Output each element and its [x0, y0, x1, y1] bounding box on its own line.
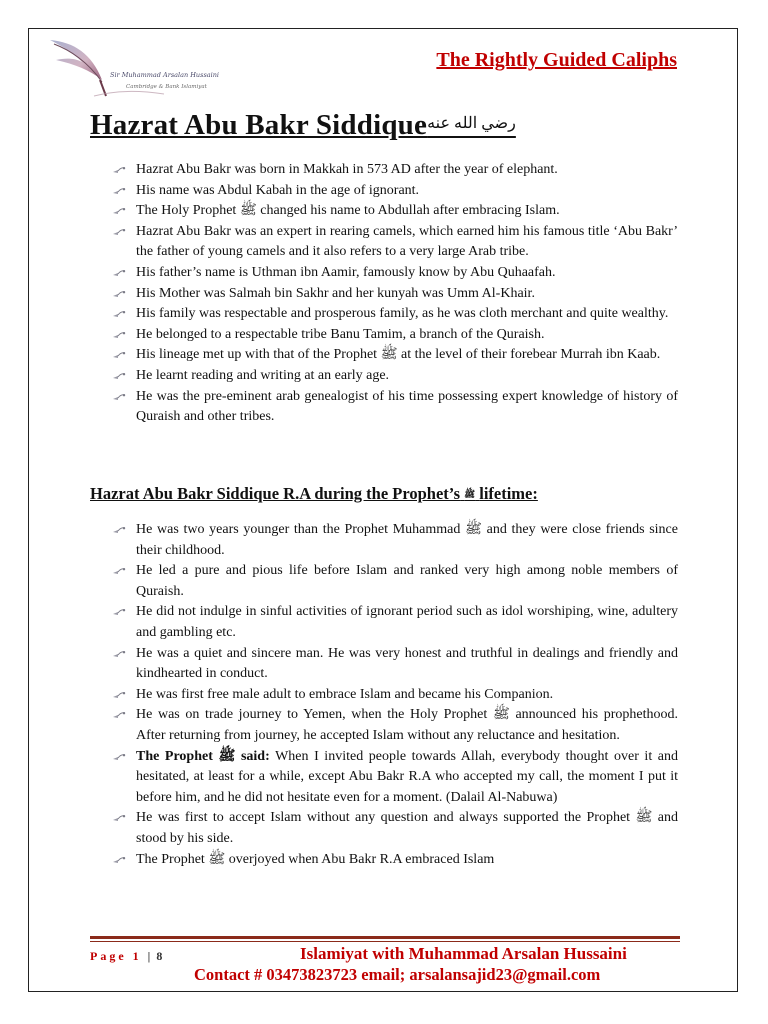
biography-list [112, 160, 678, 428]
arrow-bullet-icon [112, 187, 126, 196]
arrow-bullet-icon [112, 166, 126, 175]
bio-item-text: He was the pre-eminent arab genealogist of his time possessing expert knowledge of history of Quraish and other tribes. [136, 388, 678, 425]
arrow-bullet-icon [112, 207, 126, 216]
bio-item [112, 345, 678, 366]
honorific-glyph: رضي الله عنه [427, 115, 516, 132]
arrow-bullet-icon [112, 814, 126, 823]
bio-item-text: Hazrat Abu Bakr was born in Makkah in 573 AD after the year of elephant. [136, 162, 558, 177]
section-title-suffix: lifetime: [479, 484, 538, 503]
lifetime-item-text: He led a pure and pious life before Islam and ranked very high among noble members of Quraish. [136, 563, 678, 599]
quote-attribution: The Prophet ﷺ said: [136, 748, 270, 764]
lifetime-item [112, 561, 678, 602]
logo [44, 36, 220, 104]
lifetime-item [112, 705, 678, 746]
arrow-bullet-icon [112, 650, 126, 659]
arrow-bullet-icon [112, 691, 126, 700]
lifetime-item-text: The Prophet ﷺ overjoyed when Abu Bakr R.A embraced Islam [136, 851, 495, 867]
section-title [90, 484, 538, 504]
footer-line-1: Islamiyat with Muhammad Arsalan Hussaini [300, 944, 627, 963]
section-title-text: Hazrat Abu Bakr Siddique R.A during the Prophet’s [90, 484, 461, 503]
page-label: Page [90, 949, 127, 963]
lifetime-item [112, 850, 678, 871]
header-title: The Rightly Guided Caliphs [436, 49, 677, 71]
bio-item-text: His name was Abdul Kabah in the age of ignorant. [136, 182, 420, 198]
bio-item-text: The Holy Prophet ﷺ changed his name to Abdullah after embracing Islam. [136, 203, 560, 219]
bio-item [112, 222, 678, 263]
lifetime-item [112, 808, 678, 849]
bio-item [112, 387, 678, 428]
lifetime-item-text: He was two years younger than the Prophet Muhammad ﷺ and they were close friends since their childhood. [136, 522, 678, 558]
lifetime-item [112, 520, 678, 561]
bio-item-text: His lineage met up with that of the Prophet ﷺ at the level of their forebear Murrah ibn Kaab. [136, 347, 661, 363]
bio-item [112, 160, 678, 181]
page-current: 1 [132, 949, 142, 963]
page-total: 8 [156, 949, 163, 963]
lifetime-item [112, 685, 678, 706]
bio-item-text: Hazrat Abu Bakr was an expert in rearing camels, which earned him his famous title ‘Abu Bakr’ the father of young camels and it also refers to a very large Arab tribe. [136, 223, 678, 260]
arrow-bullet-icon [112, 310, 126, 319]
footer-contact: Contact # 03473823723 email; arsalansajid23@gmail.com [194, 965, 601, 984]
bio-item [112, 284, 678, 305]
arrow-bullet-icon [112, 856, 126, 865]
bio-item-text: He learnt reading and writing at an early age. [136, 367, 390, 383]
lifetime-item [112, 747, 678, 809]
bio-item [112, 263, 678, 284]
bio-item-text: His father’s name is Uthman ibn Aamir, famously know by Abu Quhaafah. [136, 264, 556, 280]
arrow-bullet-icon [112, 290, 126, 299]
arrow-bullet-icon [112, 331, 126, 340]
arrow-bullet-icon [112, 269, 126, 278]
lifetime-item [112, 644, 678, 685]
bio-item-text: His family was respectable and prosperous family, as he was cloth merchant and quite wealthy. [136, 306, 669, 322]
arrow-bullet-icon [112, 526, 126, 535]
svg-text:Sir Muhammad Arsalan Hussaini: Sir Muhammad Arsalan Hussaini [110, 71, 220, 79]
bio-item [112, 201, 678, 222]
lifetime-item-text: He was on trade journey to Yemen, when the Holy Prophet ﷺ announced his prophethood. After returning from journey, he accepted Islam without any reluctance and hesitation. [136, 707, 679, 743]
arrow-bullet-icon [112, 228, 126, 237]
page-separator: | [147, 949, 151, 963]
arrow-bullet-icon [112, 372, 126, 381]
lifetime-item-text: He was first free male adult to embrace Islam and became his Companion. [136, 686, 554, 702]
bio-item [112, 304, 678, 325]
lifetime-item-text: He did not indulge in sinful activities of ignorant period such as idol worshiping, wine, adultery and gambling etc. [136, 604, 678, 640]
bio-item [112, 181, 678, 202]
footer-rule [90, 936, 680, 939]
arrow-bullet-icon [112, 393, 126, 402]
arrow-bullet-icon [112, 753, 126, 762]
arrow-bullet-icon [112, 711, 126, 720]
lifetime-list [112, 520, 678, 870]
honorific-glyph: ﷺ [464, 489, 476, 499]
page-title [90, 109, 516, 142]
bio-item-text: His Mother was Salmah bin Sakhr and her kunyah was Umm Al-Khair. [136, 285, 535, 301]
page-title-text: Hazrat Abu Bakr Siddique [90, 109, 428, 141]
arrow-bullet-icon [112, 351, 126, 360]
page-number [90, 949, 162, 964]
lifetime-item-text: He was first to accept Islam without any question and always supported the Prophet ﷺ and stood by his side. [136, 810, 678, 846]
bio-item [112, 325, 678, 346]
bio-item [112, 366, 678, 387]
arrow-bullet-icon [112, 567, 126, 576]
quill-pen-logo-icon [44, 36, 220, 104]
lifetime-item-text: He was a quiet and sincere man. He was very honest and truthful in dealings and friendly and kindhearted in conduct. [136, 645, 678, 682]
lifetime-item [112, 602, 678, 643]
lifetime-item-text: When I invited people towards Allah, everybody thought over it and hesitated, at least for a while, except Abu Bakr R.A who accepted my call, the moment I put it before him, and he did not hesitate even for a moment. (Dalail Al-Nabuwa) [136, 748, 678, 805]
svg-text:Cambridge & Bank Islamiyat: Cambridge & Bank Islamiyat [126, 84, 207, 90]
bio-item-text: He belonged to a respectable tribe Banu Tamim, a branch of the Quraish. [136, 326, 545, 342]
footer-rule-thin [90, 941, 680, 942]
arrow-bullet-icon [112, 608, 126, 617]
